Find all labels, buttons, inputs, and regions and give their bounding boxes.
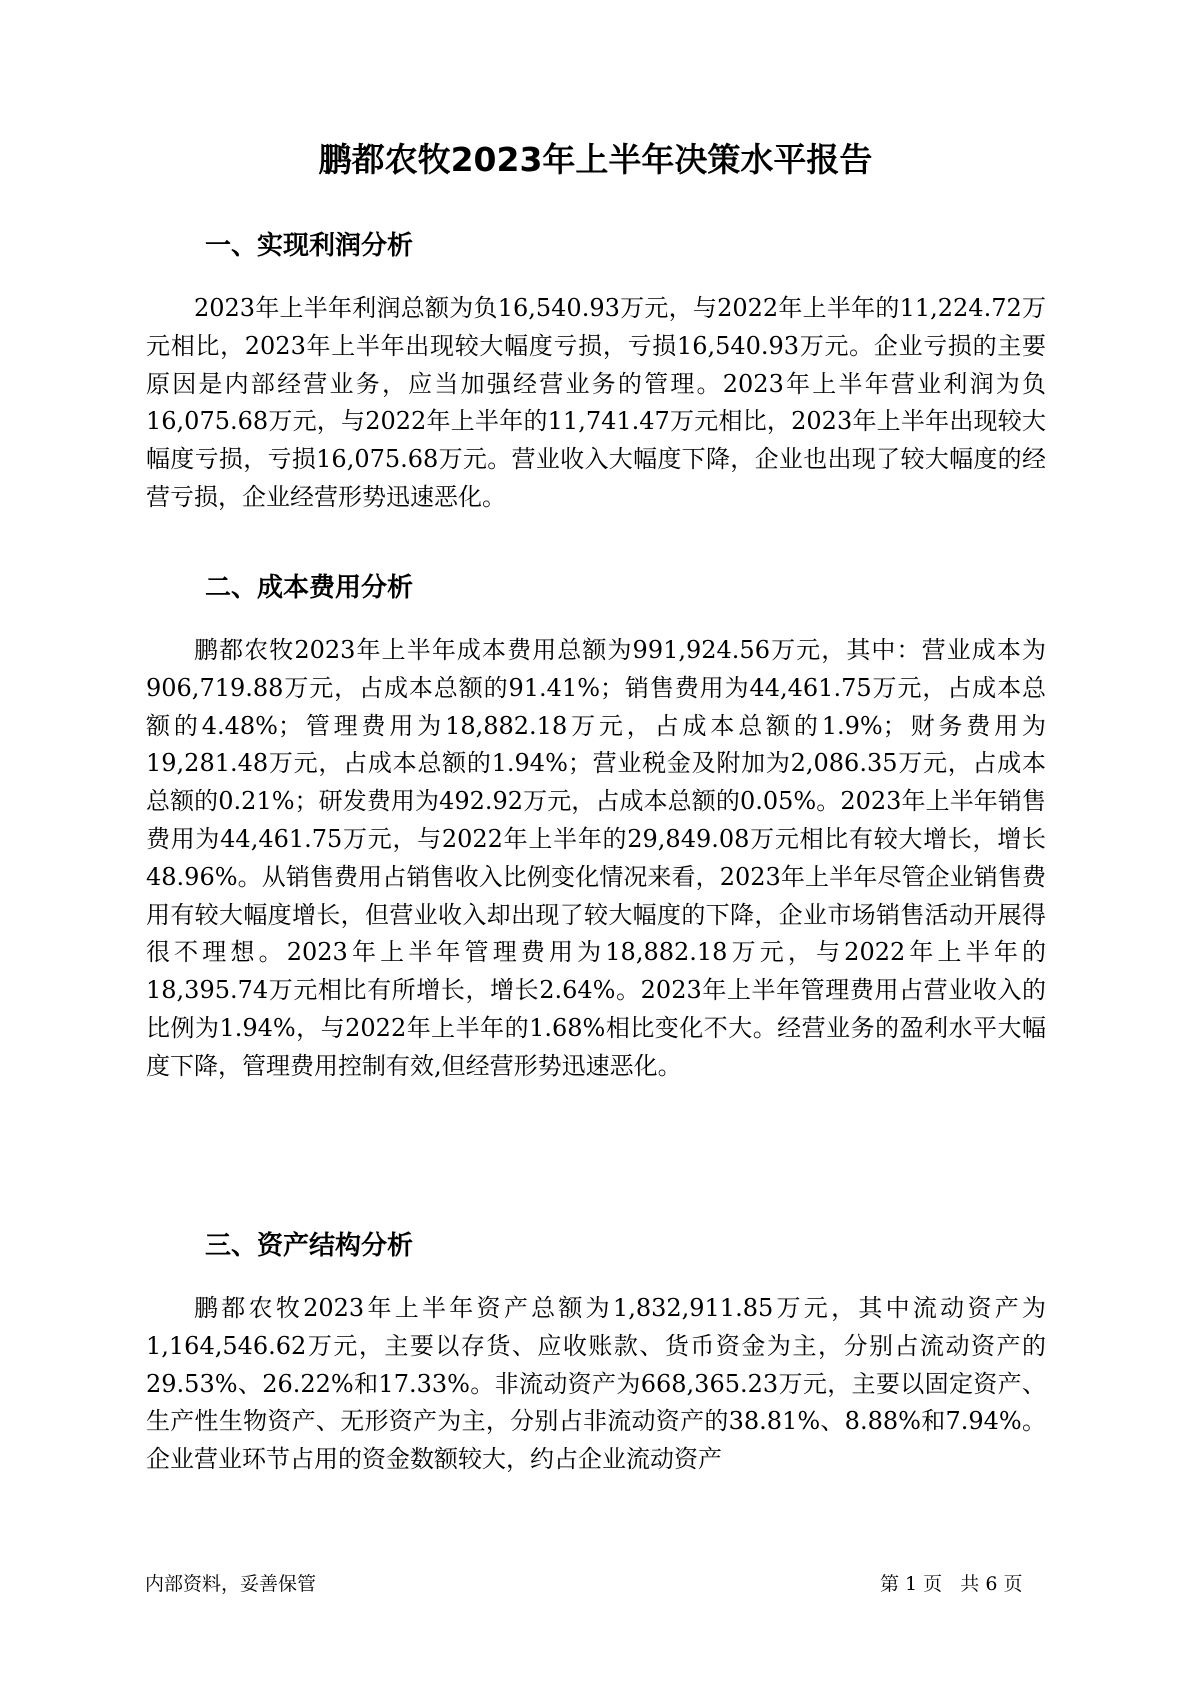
footer-page-number: 第 1 页 共 6 页 bbox=[880, 1573, 1023, 1595]
footer-confidential-note: 内部资料，妥善保管 bbox=[145, 1573, 317, 1595]
section-heading-cost: 二、成本费用分析 bbox=[205, 573, 414, 603]
section-heading-profit: 一、实现利润分析 bbox=[205, 231, 414, 261]
document-title: 鹏都农牧2023年上半年决策水平报告 bbox=[318, 140, 873, 179]
section-paragraph-assets: 鹏都农牧2023年上半年资产总额为1,832,911.85万元，其中流动资产为1,164,546.62万元，主要以存货、应收账款、货币资金为主，分别占流动资产的29.53%、26.22%和17.33%。非流动资产为668,365.23万元，主要以固定资产、生产性生物资产、无形资产为主，分别占非流动资产的38.81%、8.88%和7.94%。企业营业环节占用的资金数额较大，约占企业流动资产 bbox=[146, 1294, 1046, 1474]
section-paragraph-profit: 2023年上半年利润总额为负16,540.93万元，与2022年上半年的11,224.72万元相比，2023年上半年出现较大幅度亏损，亏损16,540.93万元。企业亏损的主要原因是内部经营业务，应当加强经营业务的管理。2023年上半年营业利润为负16,075.68万元，与2022年上半年的11,741.47万元相比，2023年上半年出现较大幅度亏损，亏损16,075.68万元。营业收入大幅度下降，企业也出现了较大幅度的经营亏损，企业经营形势迅速恶化。 bbox=[146, 294, 1046, 511]
section-heading-assets: 三、资产结构分析 bbox=[205, 1231, 414, 1261]
section-paragraph-cost: 鹏都农牧2023年上半年成本费用总额为991,924.56万元，其中：营业成本为906,719.88万元，占成本总额的91.41%；销售费用为44,461.75万元，占成本总额的4.48%；管理费用为18,882.18万元，占成本总额的1.9%；财务费用为19,281.48万元，占成本总额的1.94%；营业税金及附加为2,086.35万元，占成本总额的0.21%；研发费用为492.92万元，占成本总额的0.05%。2023年上半年销售费用为44,461.75万元，与2022年上半年的29,849.08万元相比有较大增长，增长48.96%。从销售费用占销售收入比例变化情况来看，2023年上半年尽管企业销售费用有较大幅度增长，但营业收入却出现了较大幅度的下降，企业市场销售活动开展得很不理想。2023年上半年管理费用为18,882.18万元，与2022年上半年的18,395.74万元相比有所增长，增长2.64%。2023年上半年管理费用占营业收入的比例为1.94%，与2022年上半年的1.68%相比变化不大。经营业务的盈利水平大幅度下降，管理费用控制有效,但经营形势迅速恶化。 bbox=[146, 636, 1046, 1080]
